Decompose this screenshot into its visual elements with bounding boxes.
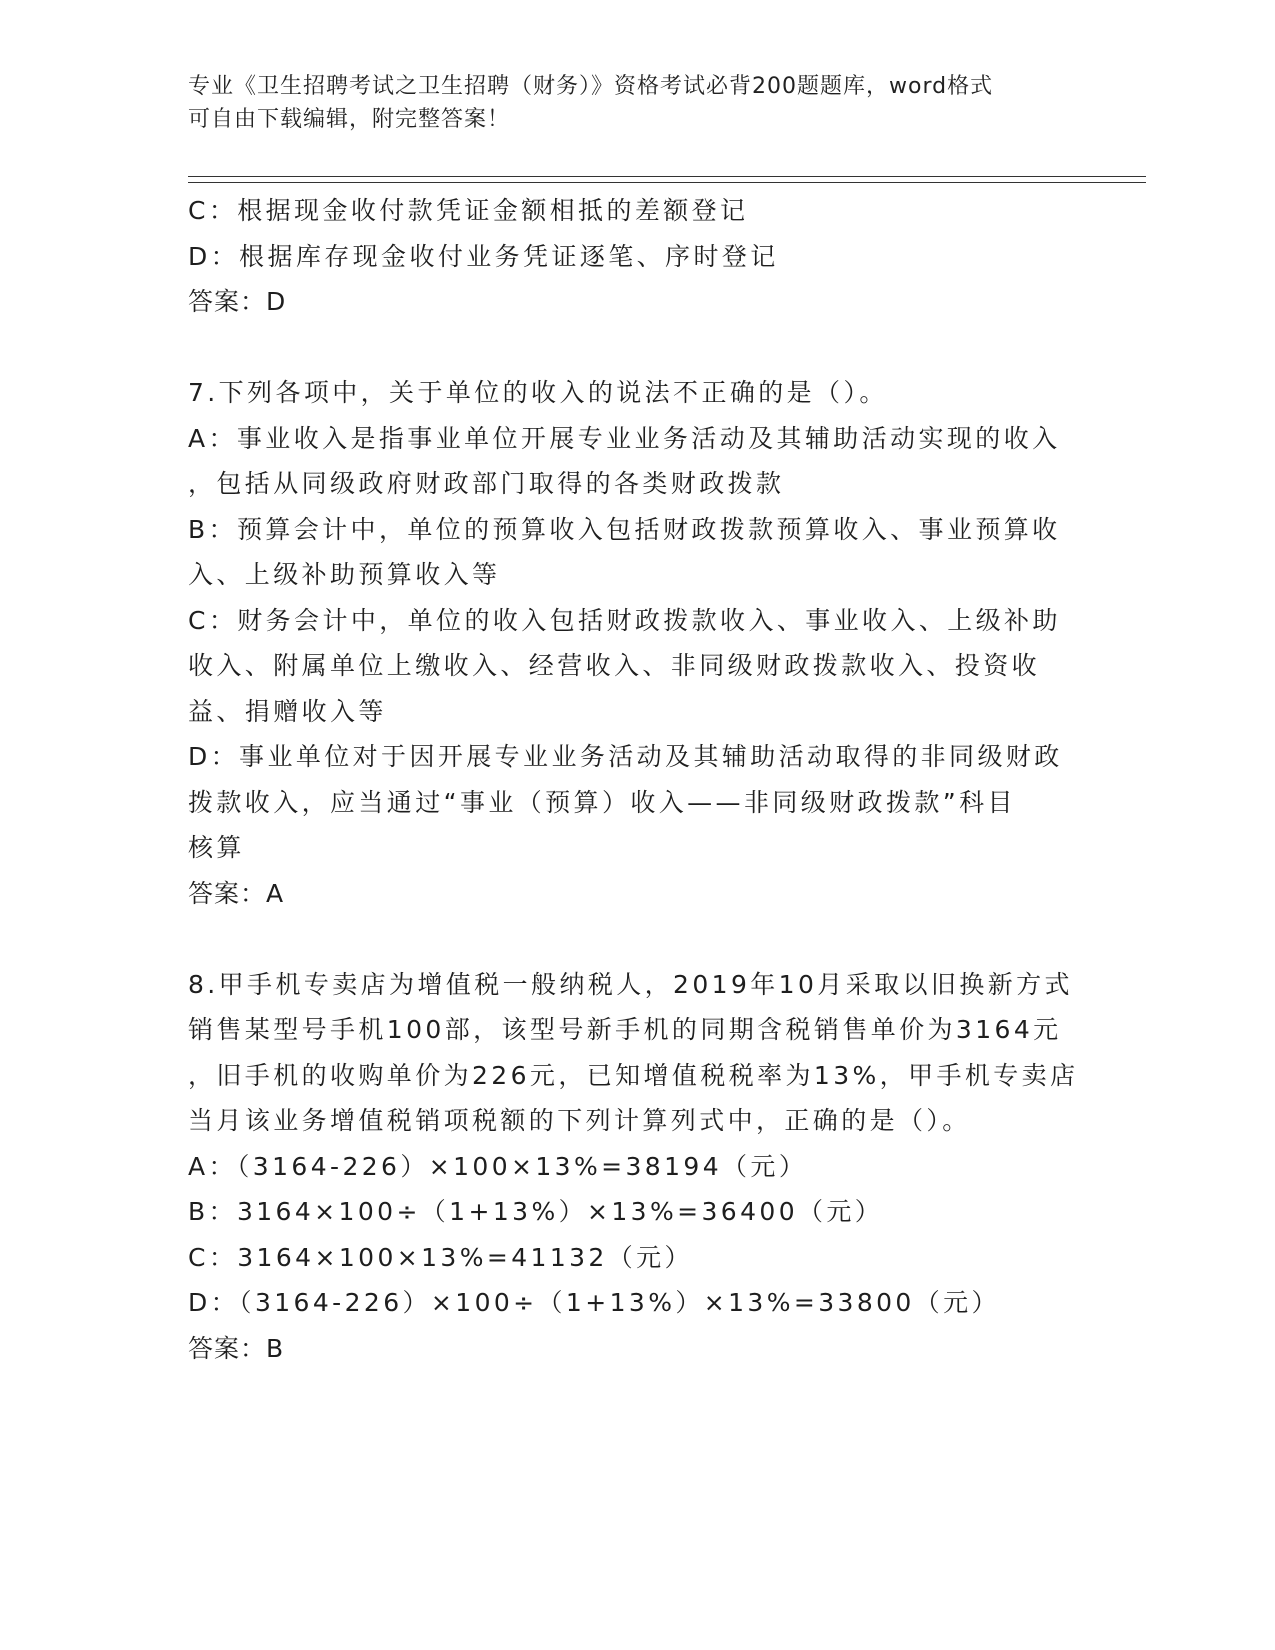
question-stem: 7.下列各项中，关于单位的收入的说法不正确的是（）。 xyxy=(188,378,888,407)
document-header xyxy=(188,70,1088,136)
option-c-line-3: 益、捐赠收入等 xyxy=(188,696,387,726)
spacer xyxy=(188,325,1088,371)
option-c: C：根据现金收付款凭证金额相抵的差额登记 xyxy=(188,196,749,225)
option-a: A：（3164-226）×100×13%=38194（元） xyxy=(188,1151,808,1181)
option-c-line-1: C：财务会计中，单位的收入包括财政拨款收入、事业收入、上级补助 xyxy=(188,605,1061,635)
option-c-line-2: 收入、附属单位上缴收入、经营收入、非同级财政拨款收入、投资收 xyxy=(188,651,1041,680)
option-d: D：根据库存现金收付业务凭证逐笔、序时登记 xyxy=(188,241,779,271)
header-divider-bottom xyxy=(188,182,1146,183)
question-stem-line-3: ，旧手机的收购单价为226元，已知增值税税率为13%，甲手机专卖店 xyxy=(188,1060,1079,1090)
option-d-line-2: 拨款收入，应当通过“事业（预算）收入——非同级财政拨款”科目 xyxy=(188,787,1016,817)
header-line-1: 专业《卫生招聘考试之卫生招聘（财务）》资格考试必背200题题库，word格式 xyxy=(188,74,994,99)
option-a-line-2: ，包括从同级政府财政部门取得的各类财政拨款 xyxy=(188,469,785,498)
question-block-7 xyxy=(188,370,1088,916)
option-d-line-1: D：事业单位对于因开展专业业务活动及其辅助活动取得的非同级财政 xyxy=(188,742,1063,771)
document-body xyxy=(188,188,1088,1371)
answer-label: 答案：A xyxy=(188,878,285,908)
question-block-6 xyxy=(188,188,1088,325)
question-block-8 xyxy=(188,962,1088,1372)
question-stem-line-1: 8.甲手机专卖店为增值税一般纳税人，2019年10月采取以旧换新方式 xyxy=(188,969,1073,999)
option-c: C：3164×100×13%=41132（元） xyxy=(188,1242,693,1272)
option-d: D：（3164-226）×100÷（1+13%）×13%=33800（元） xyxy=(188,1288,1000,1317)
header-divider-top xyxy=(188,176,1146,177)
answer-label: 答案：B xyxy=(188,1333,285,1363)
header-line-2: 可自由下载编辑，附完整答案！ xyxy=(188,107,511,132)
question-stem-line-2: 销售某型号手机100部，该型号新手机的同期含税销售单价为3164元 xyxy=(188,1015,1062,1044)
option-b: B：3164×100÷（1+13%）×13%=36400（元） xyxy=(188,1197,884,1226)
option-d-line-3: 核算 xyxy=(188,833,245,862)
spacer xyxy=(188,916,1088,962)
option-b-line-1: B：预算会计中，单位的预算收入包括财政拨款预算收入、事业预算收 xyxy=(188,514,1061,544)
option-b-line-2: 入、上级补助预算收入等 xyxy=(188,560,501,589)
answer-label: 答案：D xyxy=(188,287,287,316)
option-a-line-1: A：事业收入是指事业单位开展专业业务活动及其辅助活动实现的收入 xyxy=(188,423,1061,453)
question-stem-line-4: 当月该业务增值税销项税额的下列计算列式中，正确的是（）。 xyxy=(188,1106,971,1135)
